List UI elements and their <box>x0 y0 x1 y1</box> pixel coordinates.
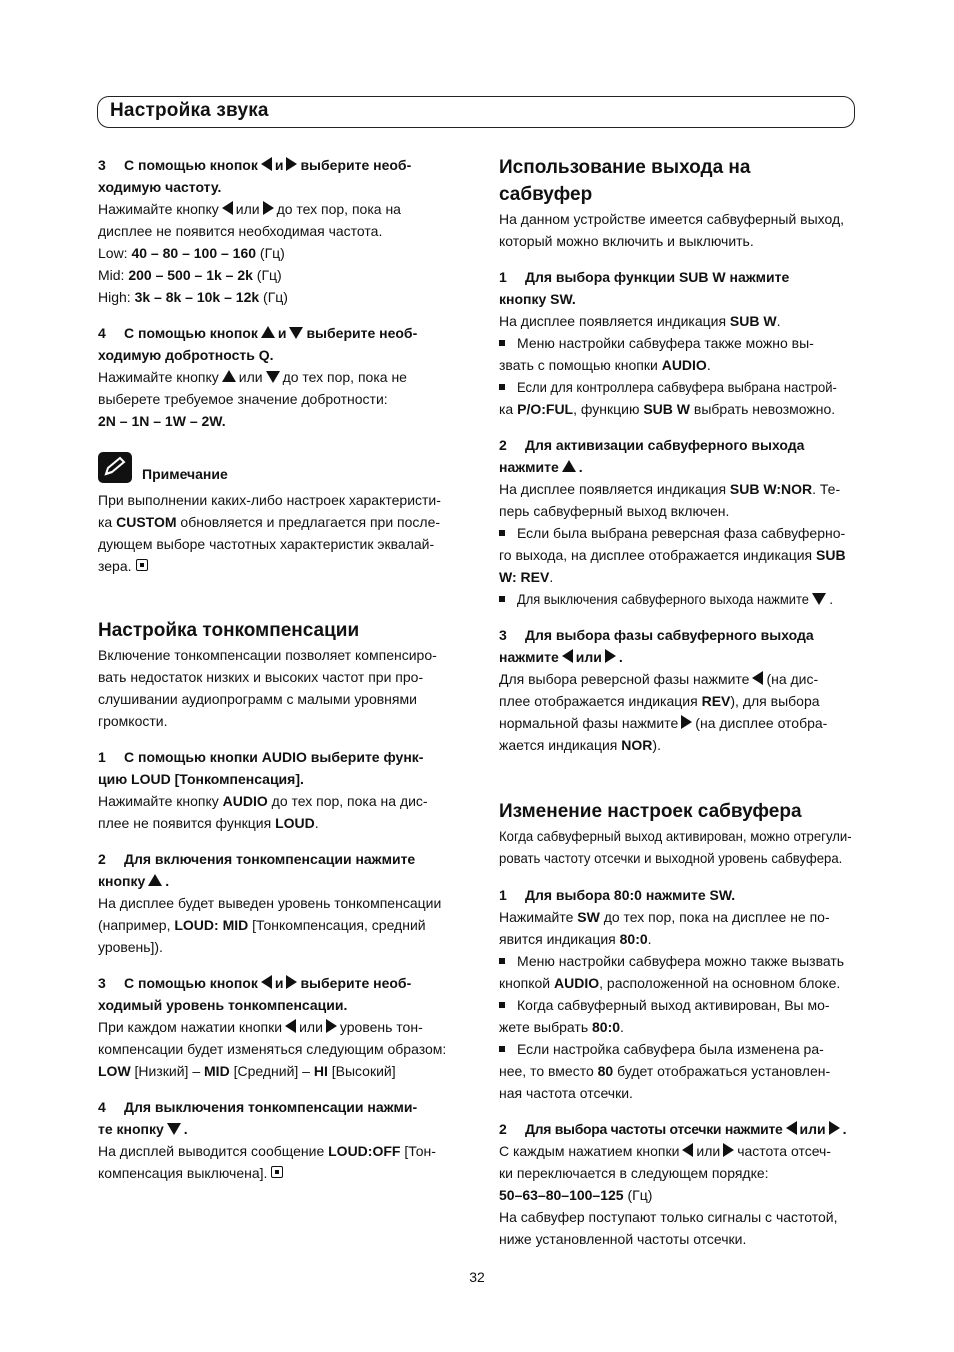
subwoofer-step-3: 3 Для выбора фазы сабвуферного выхода нажмите или . Для выбора реверсной фазы нажмите (на дис- плее отображается индикация REV), для выбора нормальной фазы нажмите (на дисплее отобра- жается индикация NOR). <box>499 627 828 753</box>
up-triangle-icon <box>261 326 275 338</box>
subwoofer-settings-title: Изменение настроек сабвуфера <box>499 801 802 822</box>
loudness-step-2: 2 Для включения тонкомпенсации нажмите кнопку . На дисплее будет выведен уровень тонкомпенсации (например, LOUD: MID [Тонкомпенсация, средний уровень]). <box>98 851 442 955</box>
note-header: Примечание <box>98 452 458 492</box>
down-triangle-icon <box>167 1123 181 1135</box>
up-triangle-icon <box>148 874 162 886</box>
right-triangle-icon <box>723 1143 734 1157</box>
right-triangle-icon <box>605 649 616 663</box>
loudness-step-3: 3 С помощью кнопок и выберите необ- ходимый уровень тонкомпенсации. При каждом нажатии кнопки или уровень тон- компенсации будет изменяться следующим образом: LOW [Низкий] – MID [Средний] – HI [Высокий] <box>98 975 447 1079</box>
subwoofer-settings-step-2: 2 Для выбора частоты отсечки нажмите или . С каждым нажатием кнопки или частота отсеч- ки переключается в следующем порядке: 50–63–80–100–125 (Гц) На сабвуфер поступают только сигналы с частотой, ниже установленной частоты отсечки. <box>499 1121 847 1247</box>
subwoofer-title-line-1: Использование выхода на <box>499 157 751 178</box>
list-item: Если была выбрана реверсная фаза сабвуферно- <box>499 522 861 544</box>
q-step: 4 С помощью кнопок и выберите необ- ходимую добротность Q. Нажимайте кнопку или до тех пор, пока не выберете требуемое значение добротности: 2N – 1N – 1W – 2W. <box>98 325 418 429</box>
right-triangle-icon <box>681 715 692 729</box>
loudness-step-1: 1 С помощью кнопки AUDIO выберите функ- цию LOUD [Тонкомпенсация]. Нажимайте кнопку AUDIO до тех пор, пока на дис- плее не появится функция LOUD. <box>98 749 428 831</box>
left-triangle-icon <box>261 975 272 989</box>
high-frequencies: High: 3k – 8k – 10k – 12k (Гц) <box>98 289 288 305</box>
freq-step: 3 С помощью кнопок и выберите необ- ходимую частоту. Нажимайте кнопку или до тех пор, пока на дисплее не появится необходимая частота. Low: 40 – 80 – 100 – 160 (Гц) Mid: 200 – 500 – 1k – 2k (Гц) High: 3k – 8k – 10k – 12k (Гц) <box>98 154 458 308</box>
end-of-section-icon <box>136 559 148 571</box>
subwoofer-step-1: 1 Для выбора функции SUB W нажмите кнопку SW. На дисплее появляется индикация SUB W. Меню настройки сабвуфера также можно вы- звать с помощью кнопки AUDIO. Если для контроллера сабвуфера выбрана настрой- ка P/O:FUL, функцию SUB W выбрать невозможно. <box>499 266 861 420</box>
left-triangle-icon <box>682 1143 693 1157</box>
note-body: При выполнении каких-либо настроек характеристи- ка CUSTOM обновляется и предлагается при после- дующем выборе частотных характеристик эквалай- зера. <box>98 492 441 574</box>
up-triangle-icon <box>562 460 576 472</box>
up-triangle-icon <box>222 370 236 382</box>
left-triangle-icon <box>222 201 233 215</box>
page-number: 32 <box>469 1269 485 1285</box>
low-frequencies: Low: 40 – 80 – 100 – 160 (Гц) <box>98 245 285 261</box>
left-triangle-icon <box>752 671 763 685</box>
end-of-section-icon <box>271 1166 283 1178</box>
subwoofer-output-section: Использование выхода на сабвуфер На данном устройстве имеется сабвуферный выход, который можно включить и выключить. <box>499 154 861 252</box>
right-triangle-icon <box>263 201 274 215</box>
list-item: Для выключения сабвуферного выхода нажмите . <box>499 588 861 610</box>
left-triangle-icon <box>786 1121 797 1135</box>
loudness-section: Настройка тонкомпенсации Включение тонкомпенсации позволяет компенсиро- вать недостаток низких и высоких частот при про- слушивании аудиопрограмм с малыми уровнями громкости. <box>98 617 458 732</box>
loudness-title: Настройка тонкомпенсации <box>98 620 360 641</box>
list-item: Меню настройки сабвуфера можно также вызвать <box>499 950 861 972</box>
list-item: Если настройка сабвуфера была изменена ра- <box>499 1038 861 1060</box>
pencil-note-icon <box>98 452 132 483</box>
left-triangle-icon <box>261 157 272 171</box>
list-item: Если для контроллера сабвуфера выбрана настрой- <box>499 376 861 398</box>
right-triangle-icon <box>286 975 297 989</box>
right-triangle-icon <box>326 1019 337 1033</box>
down-triangle-icon <box>812 593 826 605</box>
right-triangle-icon <box>286 157 297 171</box>
list-item: Когда сабвуферный выход активирован, Вы мо- <box>499 994 861 1016</box>
subwoofer-title-line-2: сабвуфер <box>499 184 593 205</box>
subwoofer-step-2: 2 Для активизации сабвуферного выхода нажмите . На дисплее появляется индикация SUB W:NOR. Те- перь сабвуферный выход включен. Если была выбрана реверсная фаза сабвуферно- го выхода, на дисплее отображается индикация SUB W: REV. Для выключения сабвуферного выхода нажмите . <box>499 434 861 610</box>
section-header <box>97 96 855 128</box>
down-triangle-icon <box>266 371 280 383</box>
subwoofer-settings-step-1: 1 Для выбора 80:0 нажмите SW. Нажимайте SW до тех пор, пока на дисплее не по- явится индикация 80:0. Меню настройки сабвуфера можно также вызвать кнопкой AUDIO, расположенной на основном блоке. Когда сабвуферный выход активирован, Вы мо- жете выбрать 80:0. Если настройка сабвуфера была изменена ра- нее, то вместо 80 будет отображаться установлен- ная частота отсечки. <box>499 884 861 1104</box>
right-triangle-icon <box>829 1121 840 1135</box>
loudness-step-4: 4 Для выключения тонкомпенсации нажми- те кнопку . На дисплей выводится сообщение LOUD:OFF [Тон- компенсация выключена]. <box>98 1099 436 1181</box>
list-item: Меню настройки сабвуфера также можно вы- <box>499 332 861 354</box>
mid-frequencies: Mid: 200 – 500 – 1k – 2k (Гц) <box>98 267 282 283</box>
page-title: Настройка звука <box>110 100 269 121</box>
left-triangle-icon <box>562 649 573 663</box>
left-triangle-icon <box>285 1019 296 1033</box>
down-triangle-icon <box>289 327 303 339</box>
subwoofer-settings-section: Изменение настроек сабвуфера Когда сабвуферный выход активирован, можно отрегули- ровать частоту отсечки и выходной уровень сабвуфера. <box>499 798 861 869</box>
